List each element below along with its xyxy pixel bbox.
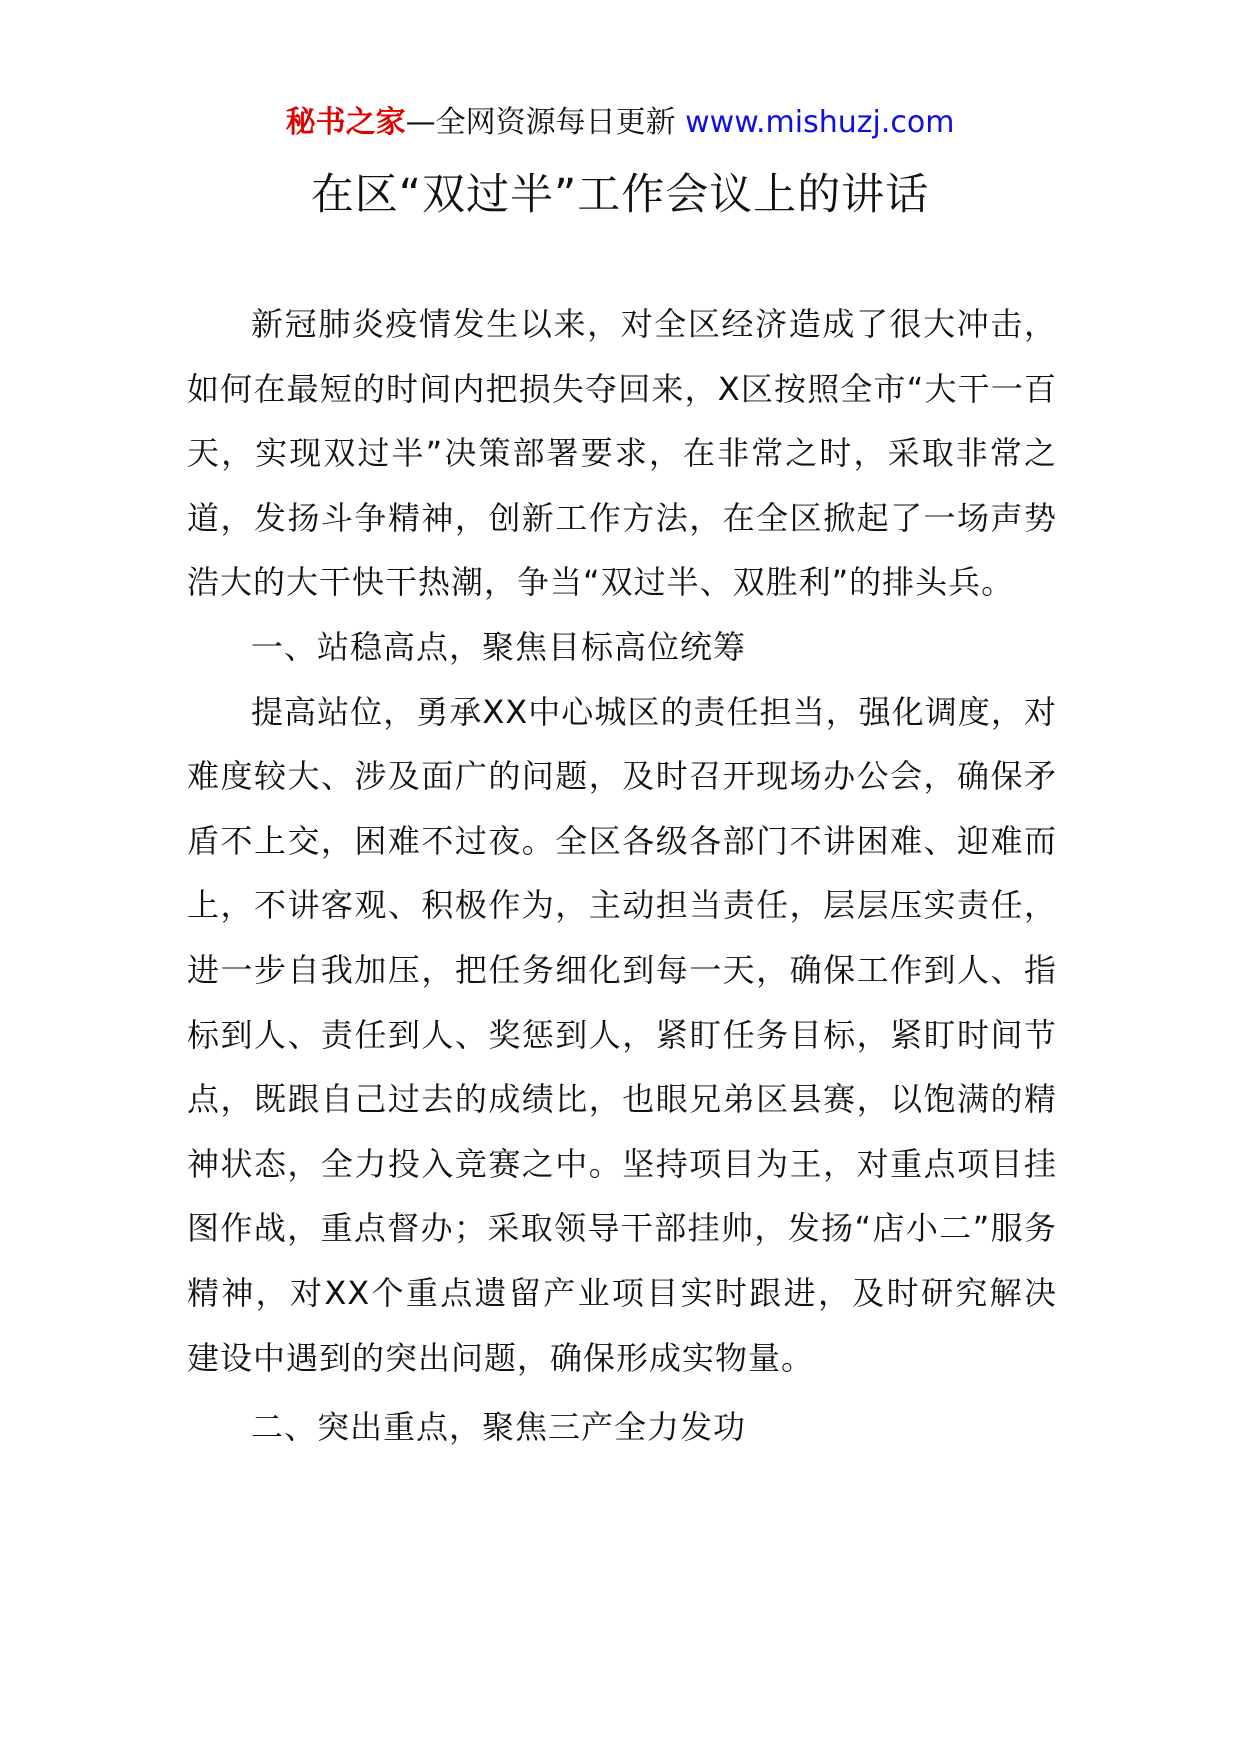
- site-url-link[interactable]: www.mishuzj.com: [685, 105, 955, 140]
- section-heading: 二、突出重点，聚焦三产全力发功: [251, 1408, 747, 1447]
- document-title: 在区“双过半”工作会议上的讲话: [310, 170, 930, 220]
- banner-tagline: —全网资源每日更新: [405, 105, 676, 140]
- site-banner: [0, 103, 1240, 143]
- section-heading: 一、站稳高点，聚焦目标高位统筹: [251, 627, 747, 666]
- brand-name: 秘书之家: [285, 105, 406, 140]
- paragraph: 新冠肺炎疫情发生以来，对全区经济造成了很大冲击，如何在最短的时间内把损失夺回来，X区按照全市“大干一百天，实现双过半”决策部署要求，在非常之时，采取非常之道，发扬斗争精神，创新工作方法，在全区掀起了一场声势浩大的大干快干热潮，争当“双过半、双胜利”的排头兵。: [187, 305, 1057, 602]
- paragraph: 提高站位，勇承XX中心城区的责任担当，强化调度，对难度较大、涉及面广的问题，及时召开现场办公会，确保矛盾不上交，困难不过夜。全区各级各部门不讲困难、迎难而上，不讲客观、积极作为，主动担当责任，层层压实责任，进一步自我加压，把任务细化到每一天，确保工作到人、指标到人、责任到人、奖惩到人，紧盯任务目标，紧盯时间节点，既跟自己过去的成绩比，也眼兄弟区县赛，以饱满的精神状态，全力投入竞赛之中。坚持项目为王，对重点项目挂图作战，重点督办；采取领导干部挂帅，发扬“店小二”服务精神，对XX个重点遗留产业项目实时跟进，及时研究解决建设中遇到的突出问题，确保形成实物量。: [187, 692, 1057, 1377]
- document-body: [187, 292, 1057, 1460]
